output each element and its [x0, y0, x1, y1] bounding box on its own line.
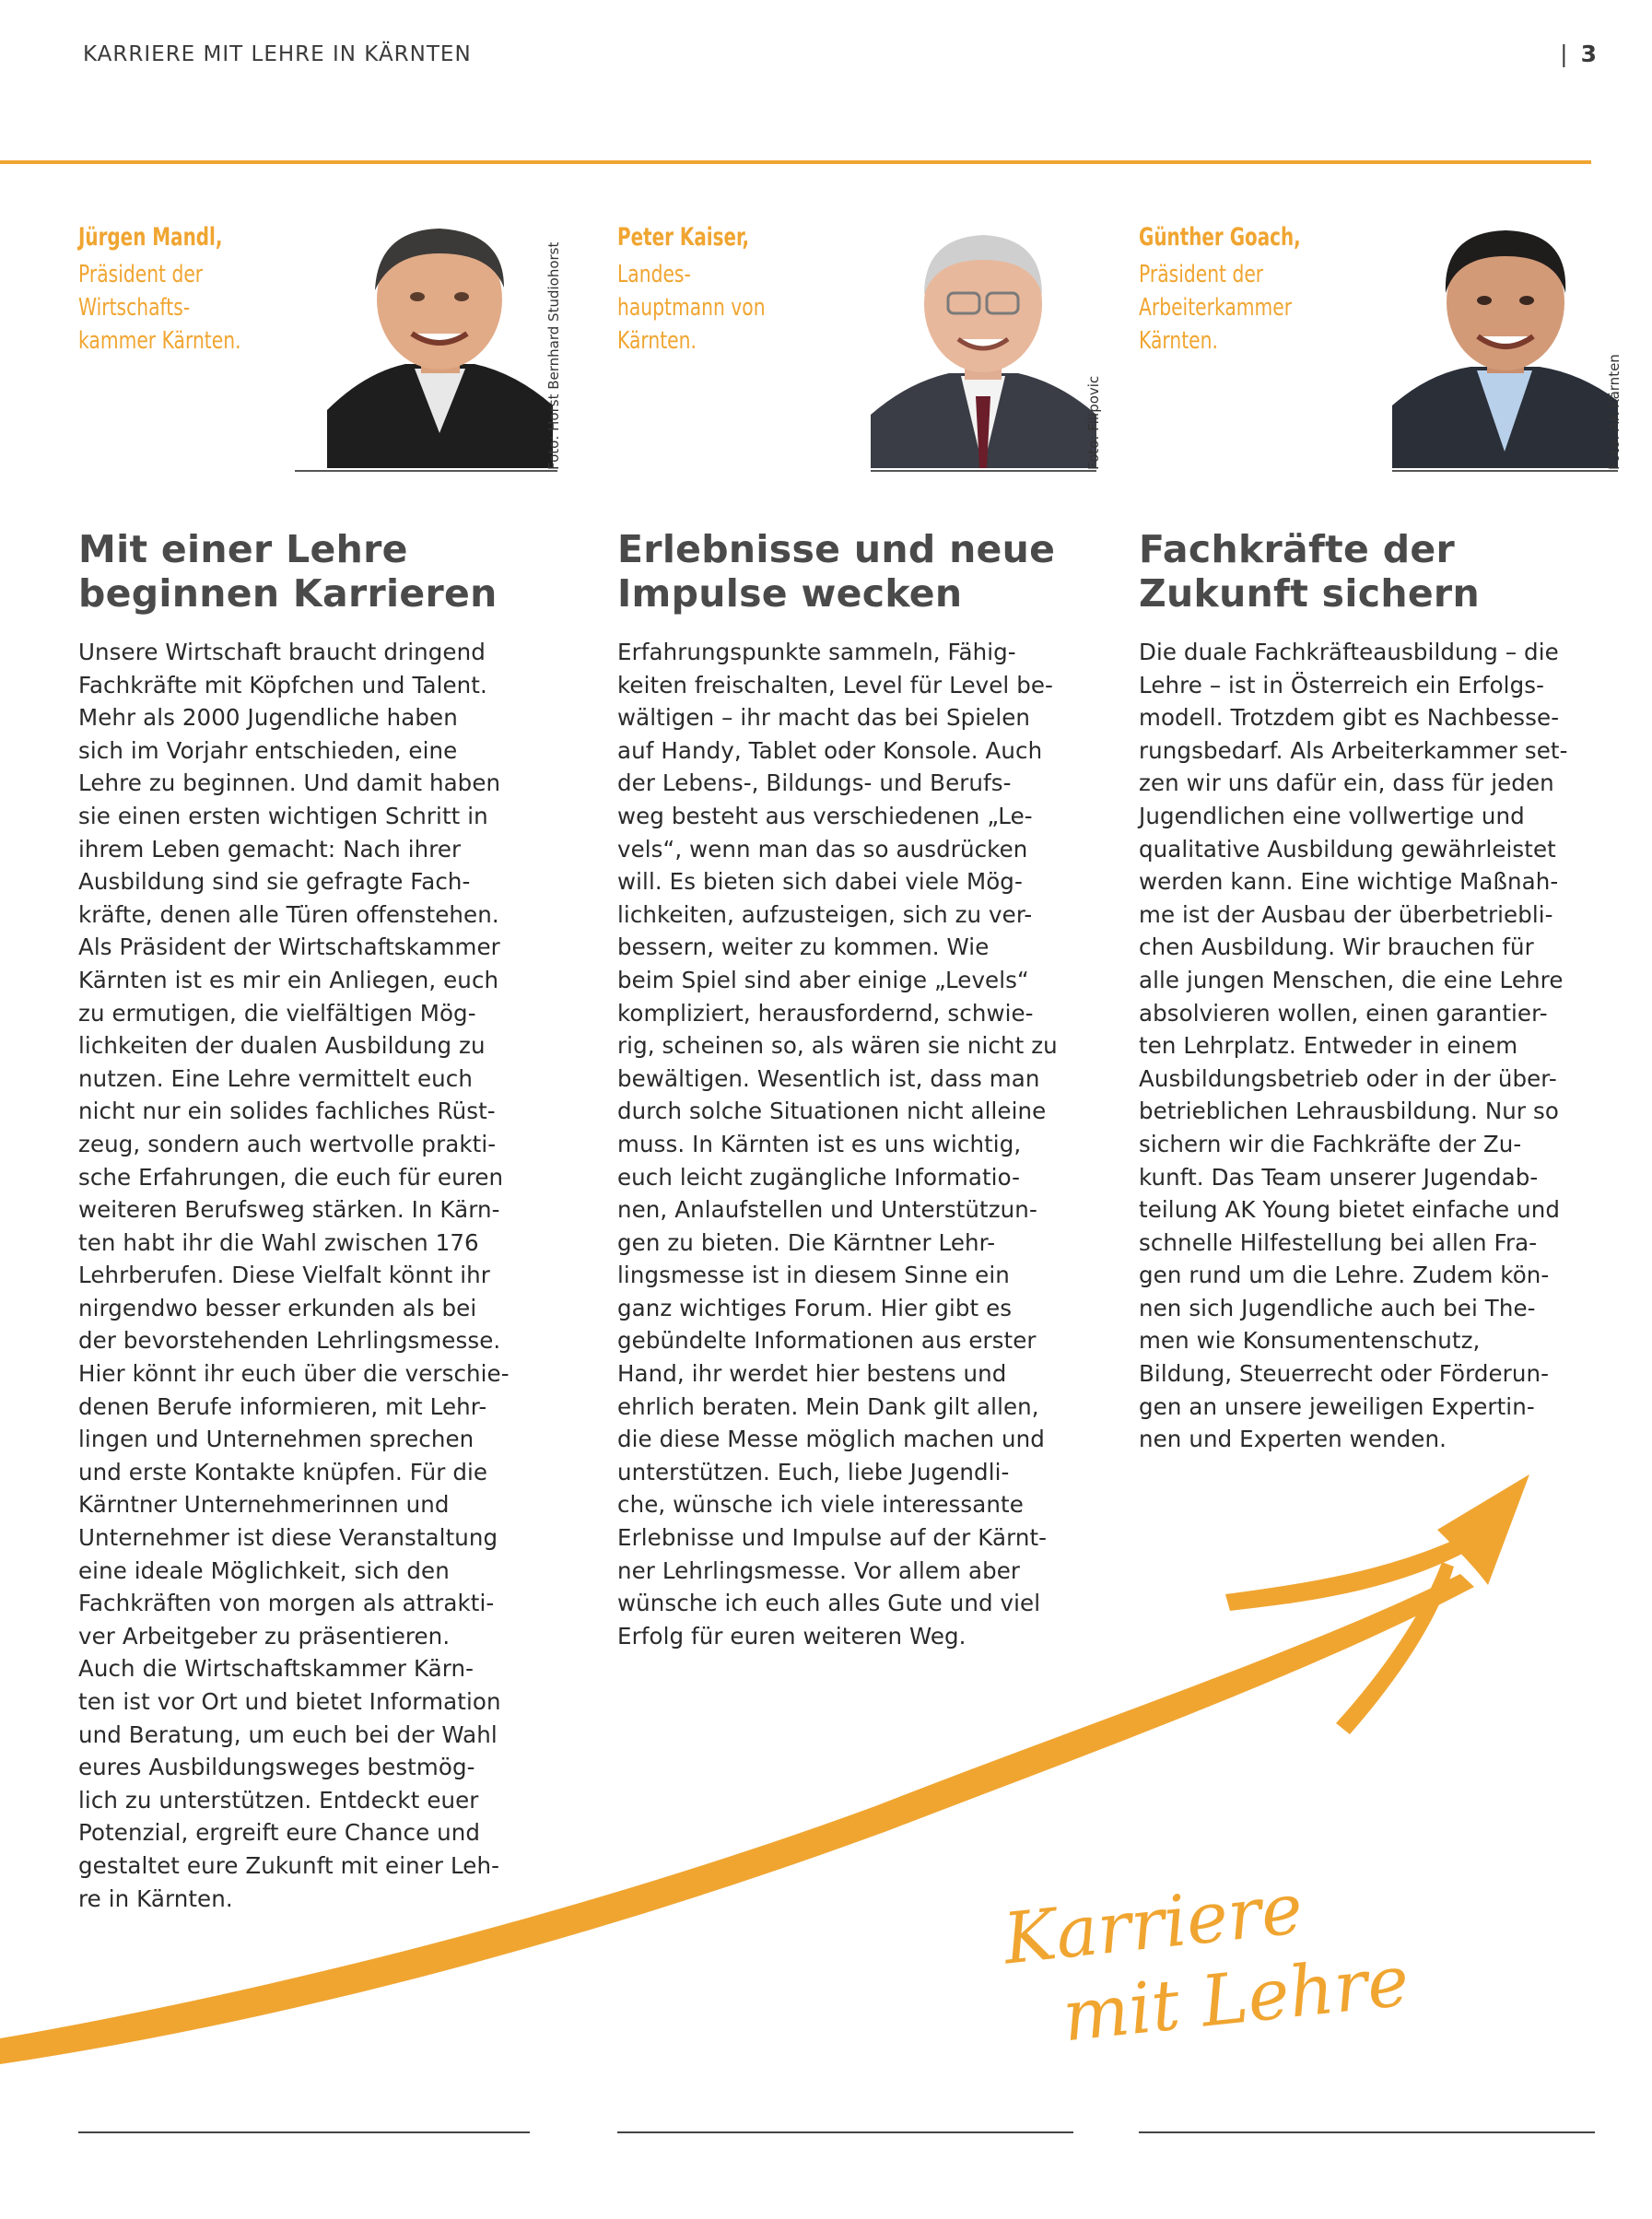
person-role: Landes- hauptmann von Kärnten.: [617, 261, 766, 355]
header-rule: [0, 160, 1591, 164]
footer-rule-middle: [617, 2131, 1073, 2133]
portrait-underline: [1392, 470, 1618, 472]
portrait-underline: [871, 470, 1096, 472]
page-number-value: 3: [1580, 41, 1597, 67]
person-name: Jürgen Mandl,: [78, 223, 223, 252]
page-separator: |: [1560, 41, 1568, 67]
profile-block: [1139, 212, 1623, 472]
person-role: Präsident der Arbeiterkammer Kärnten.: [1139, 261, 1293, 355]
person-role: Präsident der Wirtschafts- kammer Kärnten.: [78, 261, 241, 355]
photo-credit: Foto: Filipovic: [1085, 375, 1102, 470]
photo-credit: Foto: Horst Bernhard Studiohorst: [545, 241, 562, 470]
running-header: KARRIERE MIT LEHRE IN KÄRNTEN: [83, 42, 472, 66]
footer-rule-right: [1139, 2131, 1595, 2133]
column-headline: Mit einer Lehre beginnen Karrieren: [78, 527, 498, 616]
footer-rule-left: [78, 2131, 530, 2133]
tagline-line-2: mit Lehre: [1059, 1939, 1413, 2058]
tagline-line-1: Karriere: [1000, 1866, 1306, 1980]
photo-credit: Foto: AK Kärnten: [1606, 354, 1623, 470]
person-name: Peter Kaiser,: [617, 223, 750, 252]
page-number: [1560, 41, 1597, 67]
portrait-photo: [1392, 212, 1618, 468]
portrait-underline: [295, 470, 557, 472]
statement-column-goach: [1139, 212, 1623, 1456]
profile-block: [78, 212, 562, 472]
statement-column-kaiser: [617, 212, 1102, 1652]
column-body-text: Unsere Wirtschaft braucht dringend Fachkräfte mit Köpfchen und Talent. Mehr als 2000 Jugendliche haben sich im Vorjahr entschieden, eine Lehre zu beginnen. Und damit haben sie einen ersten wichtigen Schritt in ihrem Leben gemacht: Nach ihrer Ausbildung sind sie gefragte Fach- kräfte, denen alle Türen offenstehen. Als Präsident der Wirtschaftskammer Kärnten ist es mir ein Anliegen, euch zu ermutigen, die vielfältigen Mög- lichkeiten der dualen Ausbildung zu nutzen. Eine Lehre vermittelt euch nicht nur ein solides fachliches Rüst- zeug, sondern auch wertvolle prakti- sche Erfahrungen, die euch für euren weiteren Berufsweg stärken. In Kärn- ten habt ihr die Wahl zwischen 176 Lehrberufen. Diese Vielfalt könnt ihr nirgendwo besser erkunden als bei der bevorstehenden Lehrlingsmesse. Hier könnt ihr euch über die verschie- denen Berufe informieren, mit Lehr- lingen und Unternehmen sprechen und erste Kontakte knüpfen. Für die Kärntner Unternehmerinnen und Unternehmer ist diese Veranstaltung eine ideale Möglichkeit, sich den Fachkräften von morgen als attrakti- ver Arbeitgeber zu präsentieren. Auch die Wirtschaftskammer Kärn- ten ist vor Ort und bietet Information und Beratung, um euch bei der Wahl eures Ausbildungsweges bestmög- lich zu unterstützen. Entdeckt euer Potenzial, ergreift eure Chance und gestaltet eure Zukunft mit einer Leh- re in Kärnten.: [78, 639, 510, 1912]
column-body-text: Die duale Fachkräfteausbildung – die Lehre – ist in Österreich ein Erfolgs- modell. Trotzdem gibt es Nachbesse- rungsbedarf. Als Arbeiterkammer set- zen wir uns dafür ein, dass für jeden Jugendlichen eine vollwertige und qualitative Ausbildung gewährleistet werden kann. Eine wichtige Maßnah- me ist der Ausbau der überbetriebli- chen Ausbildung. Wir brauchen für alle jungen Menschen, die eine Lehre absolvieren wollen, einen garantier- ten Lehrplatz. Entweder in einem Ausbildungsbetrieb oder in der über- betrieblichen Lehrausbildung. Nur so sichern wir die Fachkräfte der Zu- kunft. Das Team unserer Jugendab- teilung AK Young bietet einfache und schnelle Hilfestellung bei allen Fra- gen rund um die Lehre. Zudem kön- nen sich Jugendliche auch bei The- men wie Konsumentenschutz, Bildung, Steuerrecht oder Förderun- gen an unsere jeweiligen Expertin- nen und Experten wenden.: [1139, 639, 1568, 1453]
column-body-text: Erfahrungspunkte sammeln, Fähig- keiten freischalten, Level für Level be- wältigen – ihr macht das bei Spielen auf Handy, Tablet oder Konsole. Auch der Lebens-, Bildungs- und Berufs- weg besteht aus verschiedenen „Le- vels“, wenn man das so ausdrücken will. Es bieten sich dabei viele Mög- lichkeiten, aufzusteigen, sich zu ver- bessern, weiter zu kommen. Wie beim Spiel sind aber einige „Levels“ kompliziert, herausfordernd, schwie- rig, scheinen so, als wären sie nicht zu bewältigen. Wesentlich ist, dass man durch solche Situationen nicht alleine muss. In Kärnten ist es uns wichtig, euch leicht zugängliche Informatio- nen, Anlaufstellen und Unterstützun- gen zu bieten. Die Kärntner Lehr- lingsmesse ist in diesem Sinne ein ganz wichtiges Forum. Hier gibt es gebündelte Informationen aus erster Hand, ihr werdet hier bestens und ehrlich beraten. Mein Dank gilt allen, die diese Messe möglich machen und unterstützen. Euch, liebe Jugendli- che, wünsche ich viele interessante Erlebnisse und Impulse auf der Kärnt- ner Lehrlingsmesse. Vor allem aber wünsche ich euch alles Gute und viel Erfolg für euren weiteren Weg.: [617, 639, 1058, 1650]
profile-block: [617, 212, 1102, 472]
person-name: Günther Goach,: [1139, 223, 1301, 252]
column-headline: Erlebnisse und neue Impulse wecken: [617, 527, 1056, 616]
portrait-photo: [871, 212, 1096, 468]
portrait-photo: [327, 212, 553, 468]
column-headline: Fachkräfte der Zukunft sichern: [1139, 527, 1480, 616]
